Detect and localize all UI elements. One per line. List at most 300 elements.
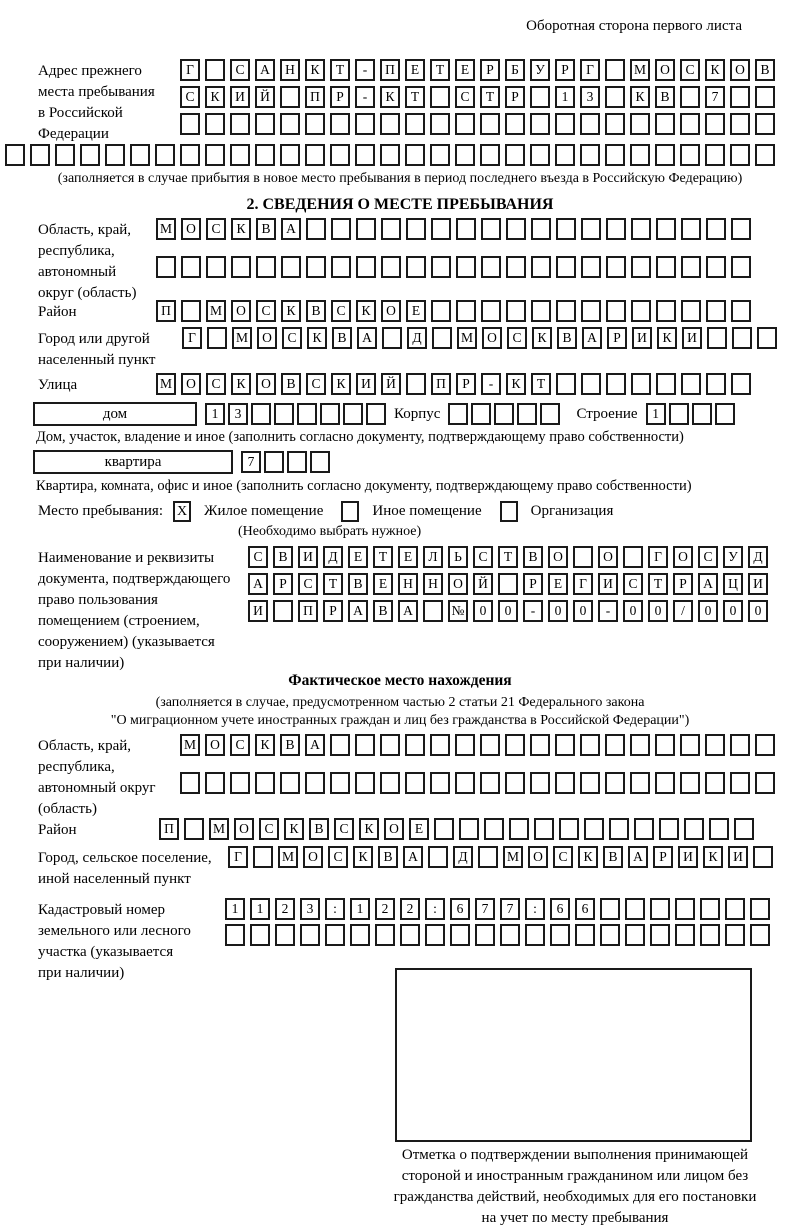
grid-row (156, 218, 800, 240)
form-cell: И (678, 846, 698, 868)
form-cell (715, 403, 735, 425)
actual-location-note-1: (заполняется в случае, предусмотренном частью 2 статьи 21 Федерального закона (155, 695, 645, 710)
form-page (0, 18, 800, 1226)
form-cell (650, 924, 670, 946)
form-cell (506, 256, 526, 278)
prev-address-block (0, 59, 800, 166)
form-cell (656, 218, 676, 240)
prev-address-note: (заполняется в случае прибытия в новое место пребывания в период последнего въезда в Российскую Федерацию) (57, 171, 743, 186)
form-cell (184, 818, 204, 840)
form-cell: Р (523, 573, 543, 595)
form-cell (517, 403, 537, 425)
form-cell (606, 373, 626, 395)
form-cell: № (448, 600, 468, 622)
form-cell: К (305, 59, 325, 81)
form-cell: 7 (500, 898, 520, 920)
apartment-row (33, 450, 800, 474)
form-cell: М (503, 846, 523, 868)
form-cell (531, 218, 551, 240)
grid-row (180, 772, 800, 794)
cadastral-label: Кадастровый номер земельного или лесного участка (указывается при наличии) (38, 902, 191, 981)
form-cell: И (356, 373, 376, 395)
house-row (33, 402, 800, 426)
form-cell (280, 113, 300, 135)
form-cell (480, 144, 500, 166)
form-cell: Р (456, 373, 476, 395)
form-cell (705, 144, 725, 166)
form-cell (471, 403, 491, 425)
form-cell (705, 734, 725, 756)
form-cell (380, 772, 400, 794)
form-cell (692, 403, 712, 425)
form-cell (250, 924, 270, 946)
form-cell: Т (405, 86, 425, 108)
form-cell: Т (373, 546, 393, 568)
stay-type-label: Место пребывания: (38, 503, 163, 519)
apartment-box-label: квартира (33, 450, 233, 474)
form-cell (205, 113, 225, 135)
form-cell (656, 373, 676, 395)
form-cell: Д (323, 546, 343, 568)
form-cell: 0 (648, 600, 668, 622)
form-cell (631, 218, 651, 240)
stay-options (173, 501, 631, 522)
form-cell (205, 144, 225, 166)
checkbox-checked: X (173, 501, 191, 522)
form-cell: 0 (723, 600, 743, 622)
form-cell: И (298, 546, 318, 568)
form-cell (455, 113, 475, 135)
page-side-note: Оборотная сторона первого листа (526, 18, 742, 34)
form-cell (180, 113, 200, 135)
grid-row (248, 573, 800, 595)
form-cell: С (306, 373, 326, 395)
form-cell: Н (423, 573, 443, 595)
form-cell: Е (455, 59, 475, 81)
form-cell: М (206, 300, 226, 322)
form-cell (280, 144, 300, 166)
form-cell: А (305, 734, 325, 756)
form-cell: О (205, 734, 225, 756)
form-cell (531, 300, 551, 322)
form-cell (481, 300, 501, 322)
form-cell (531, 256, 551, 278)
form-cell: К (231, 373, 251, 395)
form-cell: К (359, 818, 379, 840)
form-cell: Т (480, 86, 500, 108)
form-cell: В (523, 546, 543, 568)
form-cell (605, 772, 625, 794)
form-cell: Т (330, 59, 350, 81)
prev-address-label: Адрес прежнего места пребывания в Российской Федерации (38, 63, 155, 142)
form-cell: Н (280, 59, 300, 81)
stamp-note: Отметка о подтверждении выполнения принимающей стороной и иностранным гражданином или лицом без гражданства действий, необходимых для его постановки на учет по месту пребывания (393, 1147, 757, 1226)
form-cell (734, 818, 754, 840)
section2-title: 2. СВЕДЕНИЯ О МЕСТЕ ПРЕБЫВАНИЯ (246, 196, 554, 213)
form-cell (273, 600, 293, 622)
form-cell (430, 734, 450, 756)
form-cell: М (232, 327, 252, 349)
form-cell: В (332, 327, 352, 349)
form-cell (680, 144, 700, 166)
form-cell: Ц (723, 573, 743, 595)
cadastral-block (0, 898, 800, 981)
form-cell (509, 818, 529, 840)
form-cell (406, 256, 426, 278)
grid-row (180, 86, 800, 108)
form-cell (305, 113, 325, 135)
form-cell (630, 113, 650, 135)
form-cell (406, 218, 426, 240)
form-cell (481, 256, 501, 278)
form-cell (755, 86, 775, 108)
form-cell: 1 (350, 898, 370, 920)
form-cell: М (278, 846, 298, 868)
form-cell: Д (748, 546, 768, 568)
grid-row (248, 546, 800, 568)
form-cell (730, 734, 750, 756)
actual-region-block (0, 734, 800, 817)
city-label: Город или другой населенный пункт (38, 331, 156, 368)
form-cell (700, 924, 720, 946)
form-cell (680, 734, 700, 756)
form-cell (631, 373, 651, 395)
form-cell (431, 218, 451, 240)
form-cell: Р (323, 600, 343, 622)
form-cell (580, 772, 600, 794)
form-cell: 6 (550, 898, 570, 920)
form-cell: А (248, 573, 268, 595)
form-cell (750, 898, 770, 920)
form-cell (480, 734, 500, 756)
form-cell: И (248, 600, 268, 622)
form-cell (656, 256, 676, 278)
form-cell (230, 144, 250, 166)
form-cell: Е (348, 546, 368, 568)
form-cell (310, 451, 330, 473)
form-cell: 7 (475, 898, 495, 920)
form-cell (684, 818, 704, 840)
form-cell (706, 256, 726, 278)
form-cell (680, 772, 700, 794)
form-cell: А (281, 218, 301, 240)
apartment-note: Квартира, комната, офис и иное (заполнить согласно документу, подтверждающему право собственности) (36, 478, 692, 494)
form-cell (355, 113, 375, 135)
form-cell (448, 403, 468, 425)
form-cell (181, 300, 201, 322)
form-cell: К (532, 327, 552, 349)
form-cell (331, 256, 351, 278)
form-cell (434, 818, 454, 840)
form-cell (606, 218, 626, 240)
form-cell (275, 924, 295, 946)
form-cell: 6 (450, 898, 470, 920)
form-cell: 1 (646, 403, 666, 425)
form-cell (680, 113, 700, 135)
form-cell: О (528, 846, 548, 868)
form-cell: 7 (705, 86, 725, 108)
form-cell (505, 144, 525, 166)
form-cell (655, 734, 675, 756)
grid-row (448, 403, 560, 425)
form-cell (580, 144, 600, 166)
form-cell (225, 924, 245, 946)
form-cell: Е (405, 59, 425, 81)
form-cell: 3 (300, 898, 320, 920)
form-cell (705, 772, 725, 794)
form-cell: С (507, 327, 527, 349)
form-cell: Г (228, 846, 248, 868)
form-cell (605, 113, 625, 135)
grid-row (646, 403, 735, 425)
grid-row (225, 924, 800, 946)
form-cell (573, 546, 593, 568)
form-cell: П (305, 86, 325, 108)
form-cell (432, 327, 452, 349)
form-cell: А (698, 573, 718, 595)
form-cell (755, 772, 775, 794)
form-cell: Т (498, 546, 518, 568)
form-cell (281, 256, 301, 278)
form-cell (430, 772, 450, 794)
form-cell (706, 300, 726, 322)
form-cell (355, 734, 375, 756)
form-cell: К (630, 86, 650, 108)
form-cell: О (257, 327, 277, 349)
form-cell: О (381, 300, 401, 322)
form-cell (730, 772, 750, 794)
form-cell: К (578, 846, 598, 868)
form-cell: - (598, 600, 618, 622)
form-cell (356, 218, 376, 240)
form-cell: 0 (573, 600, 593, 622)
form-cell: В (306, 300, 326, 322)
form-cell (380, 144, 400, 166)
street-label: Улица (38, 377, 78, 393)
form-cell (105, 144, 125, 166)
form-cell (555, 144, 575, 166)
form-cell (484, 818, 504, 840)
form-cell: 3 (580, 86, 600, 108)
form-cell: О (730, 59, 750, 81)
grid-row (205, 403, 386, 425)
form-cell: : (325, 898, 345, 920)
form-cell (681, 300, 701, 322)
form-cell: С (230, 734, 250, 756)
form-cell: А (348, 600, 368, 622)
form-cell (456, 218, 476, 240)
form-cell: К (307, 327, 327, 349)
grid-row (241, 451, 330, 473)
form-cell: А (357, 327, 377, 349)
form-cell: С (553, 846, 573, 868)
form-cell: Р (555, 59, 575, 81)
form-cell: Р (673, 573, 693, 595)
form-cell (400, 924, 420, 946)
form-cell: О (231, 300, 251, 322)
form-cell: - (523, 600, 543, 622)
form-cell: И (728, 846, 748, 868)
form-cell (530, 144, 550, 166)
form-cell: 0 (548, 600, 568, 622)
form-cell (706, 373, 726, 395)
form-cell (605, 59, 625, 81)
form-cell (180, 144, 200, 166)
region-block (0, 218, 800, 301)
form-cell (656, 300, 676, 322)
form-cell (600, 924, 620, 946)
form-cell: О (303, 846, 323, 868)
form-cell (382, 327, 402, 349)
form-cell: С (248, 546, 268, 568)
form-cell (405, 772, 425, 794)
form-cell: И (230, 86, 250, 108)
form-cell: В (373, 600, 393, 622)
grid-row (180, 734, 800, 756)
form-cell: Б (505, 59, 525, 81)
form-cell (606, 256, 626, 278)
form-cell (732, 327, 752, 349)
form-cell (725, 924, 745, 946)
form-cell (455, 772, 475, 794)
form-cell (431, 256, 451, 278)
form-cell (755, 734, 775, 756)
form-cell: Р (330, 86, 350, 108)
form-cell (231, 256, 251, 278)
form-cell (230, 113, 250, 135)
form-cell: - (355, 86, 375, 108)
form-cell (700, 898, 720, 920)
actual-district-label: Район (38, 822, 77, 838)
form-cell: 2 (400, 898, 420, 920)
form-cell: - (355, 59, 375, 81)
form-cell: Е (406, 300, 426, 322)
form-cell (559, 818, 579, 840)
form-cell (331, 218, 351, 240)
form-cell: С (331, 300, 351, 322)
city-block (0, 327, 800, 371)
form-cell (206, 256, 226, 278)
form-cell: С (282, 327, 302, 349)
form-cell (630, 144, 650, 166)
form-cell (757, 327, 777, 349)
form-cell (330, 734, 350, 756)
form-cell: В (256, 218, 276, 240)
form-cell (575, 924, 595, 946)
form-cell (530, 734, 550, 756)
document-block (0, 546, 800, 671)
form-cell (330, 772, 350, 794)
form-cell (381, 218, 401, 240)
form-cell: 0 (473, 600, 493, 622)
grid-row (225, 898, 800, 920)
form-cell: О (234, 818, 254, 840)
form-cell (380, 734, 400, 756)
form-cell (581, 373, 601, 395)
actual-location-title: Фактическое место нахождения (288, 672, 512, 689)
form-cell: В (755, 59, 775, 81)
form-cell: Т (531, 373, 551, 395)
form-cell: 0 (748, 600, 768, 622)
form-cell: О (548, 546, 568, 568)
form-cell: Г (573, 573, 593, 595)
form-cell (330, 144, 350, 166)
form-cell: С (680, 59, 700, 81)
form-cell (325, 924, 345, 946)
form-cell (606, 300, 626, 322)
form-cell: К (353, 846, 373, 868)
form-cell (405, 734, 425, 756)
form-cell (609, 818, 629, 840)
form-cell (681, 373, 701, 395)
form-cell (530, 86, 550, 108)
form-cell (155, 144, 175, 166)
form-cell: В (655, 86, 675, 108)
actual-city-label: Город, сельское поселение, иной населенный пункт (38, 850, 212, 887)
form-cell (255, 144, 275, 166)
form-cell: Г (580, 59, 600, 81)
form-cell (655, 144, 675, 166)
form-cell (320, 403, 340, 425)
form-cell (480, 113, 500, 135)
form-cell: С (256, 300, 276, 322)
form-cell (731, 218, 751, 240)
form-cell (530, 113, 550, 135)
form-cell (80, 144, 100, 166)
stay-option-label: Организация (530, 503, 614, 519)
form-cell (623, 546, 643, 568)
grid-row (159, 818, 800, 840)
form-cell: С (259, 818, 279, 840)
form-cell (540, 403, 560, 425)
form-cell: С (334, 818, 354, 840)
form-cell (631, 256, 651, 278)
form-cell: Й (255, 86, 275, 108)
form-cell (381, 256, 401, 278)
form-cell (681, 256, 701, 278)
form-cell: 1 (205, 403, 225, 425)
form-cell (725, 898, 745, 920)
form-cell (625, 924, 645, 946)
form-cell (207, 327, 227, 349)
grid-row (180, 59, 800, 81)
form-cell: Е (373, 573, 393, 595)
grid-row (156, 256, 800, 278)
form-cell: У (723, 546, 743, 568)
form-cell (475, 924, 495, 946)
form-cell: К (284, 818, 304, 840)
form-cell (230, 772, 250, 794)
form-cell (581, 218, 601, 240)
form-cell (600, 898, 620, 920)
form-cell: К (657, 327, 677, 349)
form-cell: О (655, 59, 675, 81)
form-cell: А (582, 327, 602, 349)
form-cell (730, 86, 750, 108)
actual-city-block (0, 846, 800, 890)
form-cell: И (632, 327, 652, 349)
street-block (0, 373, 800, 395)
form-cell (580, 113, 600, 135)
form-cell (705, 113, 725, 135)
form-cell (456, 300, 476, 322)
form-cell: П (156, 300, 176, 322)
form-cell (580, 734, 600, 756)
form-cell: А (628, 846, 648, 868)
form-cell: Й (381, 373, 401, 395)
form-cell (555, 772, 575, 794)
form-cell (330, 113, 350, 135)
